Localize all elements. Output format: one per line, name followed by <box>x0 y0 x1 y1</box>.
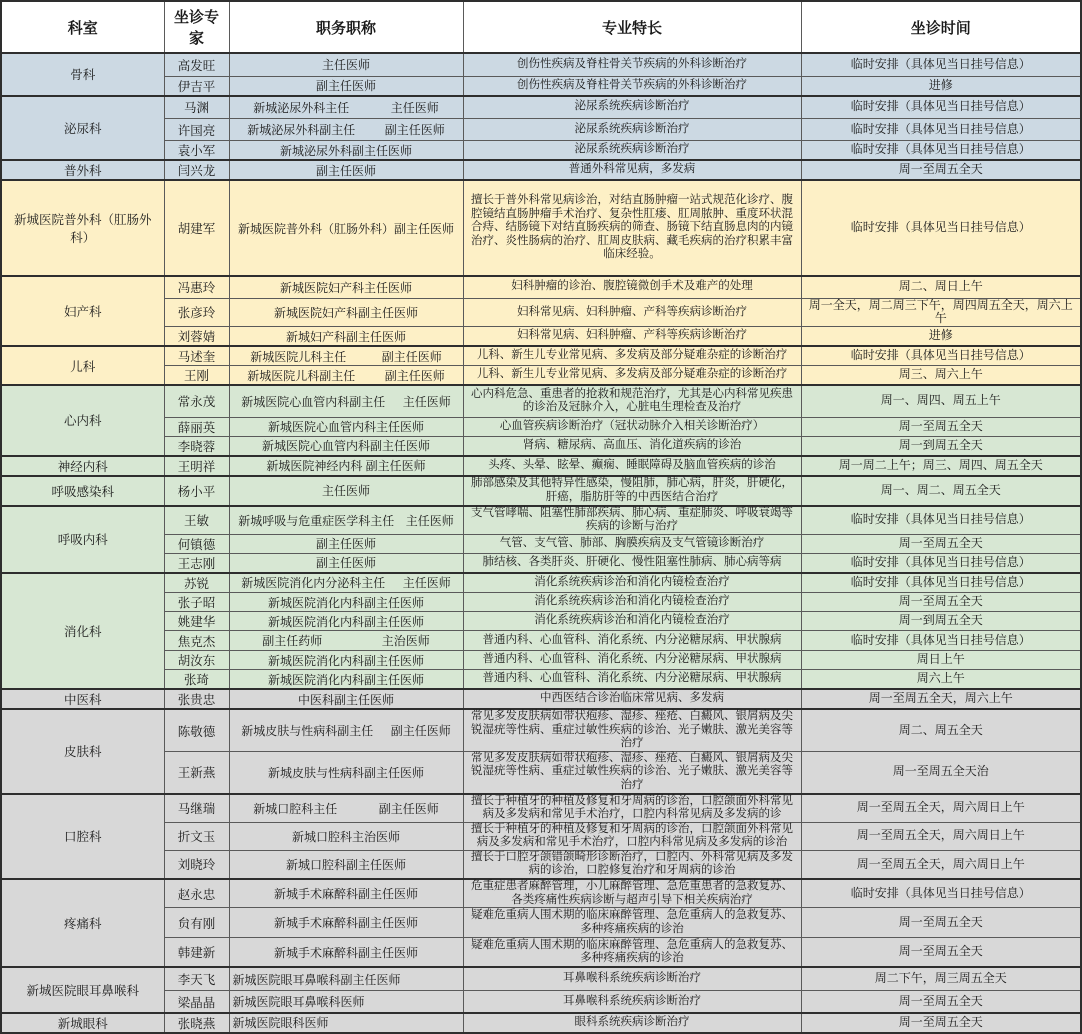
schedule-row <box>1 476 1081 506</box>
specialty-cell: 常见多发皮肤病如带状疱疹、湿疹、痤疮、白癜风、银屑病及尖锐湿疣等性病、重症过敏性疾病的诊治、光子嫩肤、激光美容等治疗 <box>463 751 801 793</box>
department-cell: 口腔科 <box>1 794 164 879</box>
doctor-title-part2: 副主任医师 <box>384 123 445 137</box>
doctor-title-part2: 主任医师 <box>390 100 439 115</box>
doctor-title-part1: 新城医院儿科主任 <box>250 349 347 364</box>
schedule-row <box>1 180 1081 276</box>
doctor-title-part2: 副主任医师 <box>381 349 442 364</box>
doctor-title-cell <box>229 506 463 535</box>
doctor-title-part2: 主治医师 <box>381 634 430 649</box>
specialty-cell: 危重症患者麻醉管理，小儿麻醉管理、急危重患者的急救复苏、各类疼痛性疾病诊断与超声引导下相关疾病治疗 <box>463 879 801 908</box>
doctor-name-cell: 张琦 <box>164 670 229 690</box>
specialty-cell: 创伤性疾病及脊柱骨关节疾病的外科诊断治疗 <box>463 53 801 76</box>
specialty-cell: 肺结核、各类肝炎、肝硬化、慢性阻塞性肺病、肺心病等病 <box>463 553 801 573</box>
doctor-title-cell: 主任医师 <box>229 53 463 76</box>
doctor-name-cell: 袁小军 <box>164 141 229 161</box>
doctor-title-cell: 主任医师 <box>229 476 463 506</box>
doctor-title-part1: 新城医院儿科副主任 <box>247 368 356 383</box>
doctor-name-cell: 王刚 <box>164 366 229 386</box>
specialty-cell: 中西医结合诊治临床常见病、多发病 <box>463 689 801 709</box>
doctor-title-cell <box>229 385 463 417</box>
doctor-name-cell: 姚建华 <box>164 612 229 631</box>
doctor-name-cell: 陈敬德 <box>164 709 229 751</box>
doctor-title-part2: 副主任医师 <box>390 724 451 739</box>
department-cell: 泌尿科 <box>1 96 164 161</box>
specialty-cell: 妇科常见病、妇科肿瘤、产科等疾病诊断治疗 <box>463 327 801 347</box>
schedule-time-cell: 周六上午 <box>801 670 1081 690</box>
specialty-cell: 气管、支气管、肺部、胸膜疾病及支气管镜诊断治疗 <box>463 534 801 553</box>
doctor-title-part1: 新城医院心血管内科副主任 <box>241 394 386 409</box>
doctor-title-cell <box>229 119 463 141</box>
schedule-time-cell: 周一到周五全天 <box>801 612 1081 631</box>
doctor-title-cell: 新城医院妇产科主任医师 <box>229 276 463 298</box>
specialty-cell: 泌尿系统疾病诊断治疗 <box>463 119 801 141</box>
doctor-title-cell: 新城医院眼科医师 <box>229 1013 463 1033</box>
doctor-title-part1: 副主任药师 <box>262 634 323 649</box>
doctor-title-cell: 中医科副主任医师 <box>229 689 463 709</box>
department-cell: 神经内科 <box>1 456 164 476</box>
schedule-row <box>1 53 1081 76</box>
doctor-title-part2: 副主任医师 <box>378 801 439 816</box>
department-cell: 疼痛科 <box>1 879 164 967</box>
specialty-cell: 擅长于普外科常见病诊治，对结直肠肿瘤一站式规范化诊疗、腹腔镜结直肠肿瘤手术治疗、复杂性肛瘘、肛周脓肿、重度环状混合痔、结肠镜下对结直肠疾病的筛查、肠镜下结直肠息肉的内镜治疗、炎性肠病的治疗、肛周皮肤病、藏毛疾病的治疗积累丰富临床经验。 <box>463 180 801 276</box>
doctor-name-cell: 薛丽英 <box>164 417 229 436</box>
department-cell: 新城眼科 <box>1 1013 164 1033</box>
schedule-time-cell: 临时安排（具体见当日挂号信息） <box>801 141 1081 161</box>
schedule-time-cell: 周二下午，周三周五全天 <box>801 967 1081 991</box>
department-cell: 呼吸感染科 <box>1 476 164 506</box>
specialty-cell: 擅长于口腔牙颌错颌畸形诊断治疗，口腔内、外科常见病及多发病的诊治，口腔修复治疗和牙周病的诊治 <box>463 850 801 879</box>
schedule-time-cell: 临时安排（具体见当日挂号信息） <box>801 553 1081 573</box>
schedule-time-cell: 周一至周五全天 <box>801 908 1081 938</box>
doctor-title-cell: 新城医院消化内科副主任医师 <box>229 670 463 690</box>
specialty-cell: 泌尿系统疾病诊断治疗 <box>463 96 801 119</box>
department-cell: 皮肤科 <box>1 709 164 793</box>
doctor-name-cell: 高发旺 <box>164 53 229 76</box>
specialty-cell: 儿科、新生儿专业常见病、多发病及部分疑难杂症的诊断治疗 <box>463 346 801 366</box>
doctor-name-cell: 刘蓉婧 <box>164 327 229 347</box>
doctor-name-cell: 贠有刚 <box>164 908 229 938</box>
schedule-time-cell: 周一至周五全天 <box>801 417 1081 436</box>
doctor-title-cell: 新城手术麻醉科副主任医师 <box>229 879 463 908</box>
doctor-title-cell <box>229 631 463 651</box>
specialty-cell: 眼科系统疾病诊断治疗 <box>463 1013 801 1033</box>
specialty-cell: 普通外科常见病，多发病 <box>463 160 801 180</box>
doctor-title-cell: 新城医院妇产科副主任医师 <box>229 298 463 327</box>
doctor-title-cell: 新城手术麻醉科副主任医师 <box>229 908 463 938</box>
doctor-title-cell: 新城手术麻醉科副主任医师 <box>229 938 463 967</box>
specialty-cell: 擅长于种植牙的种植及修复和牙周病的诊治，口腔颌面外科常见病及多发病和常见手术治疗，口腔内科常见病及多发病的诊 <box>463 794 801 823</box>
doctor-title-part1: 新城泌尿外科主任 <box>253 100 350 115</box>
doctor-name-cell: 李晓蓉 <box>164 436 229 456</box>
schedule-time-cell: 临时安排（具体见当日挂号信息） <box>801 53 1081 76</box>
schedule-row <box>1 276 1081 298</box>
doctor-title-cell: 新城口腔科主治医师 <box>229 822 463 850</box>
specialty-cell: 心血管疾病诊断治疗（冠状动脉介入相关诊断治疗） <box>463 417 801 436</box>
schedule-time-cell: 周日上午 <box>801 651 1081 670</box>
doctor-name-cell: 王明祥 <box>164 456 229 476</box>
specialty-cell: 普通内科、心血管科、消化系统、内分泌糖尿病、甲状腺病 <box>463 670 801 690</box>
schedule-time-cell: 周一周二上午；周三、周四、周五全天 <box>801 456 1081 476</box>
doctor-name-cell: 张子昭 <box>164 593 229 612</box>
specialty-cell: 消化系统疾病诊治和消化内镜检查治疗 <box>463 573 801 593</box>
specialty-cell: 妇科肿瘤的诊治、腹腔镜微创手术及难产的处理 <box>463 276 801 298</box>
schedule-time-cell: 周一至周五全天 <box>801 593 1081 612</box>
col-header-title: 职务职称 <box>229 1 463 53</box>
specialty-cell: 支气管哮喘、阻塞性肺部疾病、肺心病、重症肺炎、呼吸衰竭等疾病的诊断与治疗 <box>463 506 801 535</box>
specialty-cell: 常见多发皮肤病如带状疱疹、湿疹、痤疮、白癜风、银屑病及尖锐湿疣等性病、重症过敏性疾病的诊治、光子嫩肤、激光美容等治疗 <box>463 709 801 751</box>
doctor-title-cell: 新城医院普外科（肛肠外科）副主任医师 <box>229 180 463 276</box>
doctor-title-cell: 新城医院消化内科副主任医师 <box>229 651 463 670</box>
specialty-cell: 耳鼻喉科系统疾病诊断治疗 <box>463 967 801 991</box>
schedule-time-cell: 进修 <box>801 76 1081 96</box>
specialty-cell: 头疼、头晕、眩晕、癫痫、睡眠障碍及脑血管疾病的诊治 <box>463 456 801 476</box>
doctor-name-cell: 冯惠玲 <box>164 276 229 298</box>
schedule-row <box>1 689 1081 709</box>
specialty-cell: 消化系统疾病诊治和消化内镜检查治疗 <box>463 612 801 631</box>
doctor-name-cell: 马渊 <box>164 96 229 119</box>
doctor-title-cell: 副主任医师 <box>229 76 463 96</box>
schedule-time-cell: 临时安排（具体见当日挂号信息） <box>801 506 1081 535</box>
schedule-row <box>1 879 1081 908</box>
schedule-time-cell: 周一全天，周二周三下午，周四周五全天，周六上午 <box>801 298 1081 327</box>
doctor-title-part2: 主任医师 <box>402 576 451 591</box>
doctor-title-part2: 主任医师 <box>402 394 451 409</box>
schedule-row <box>1 506 1081 535</box>
schedule-row <box>1 573 1081 593</box>
doctor-title-cell: 新城医院心血管内科副主任医师 <box>229 436 463 456</box>
specialty-cell: 消化系统疾病诊治和消化内镜检查治疗 <box>463 593 801 612</box>
doctor-title-part2: 副主任医师 <box>384 368 445 383</box>
doctor-title-cell: 新城医院消化内科副主任医师 <box>229 612 463 631</box>
department-cell: 心内科 <box>1 385 164 456</box>
department-cell: 呼吸内科 <box>1 506 164 573</box>
doctor-name-cell: 何镇德 <box>164 534 229 553</box>
schedule-row <box>1 794 1081 823</box>
doctor-name-cell: 折文玉 <box>164 822 229 850</box>
doctor-title-cell <box>229 366 463 386</box>
doctor-title-cell <box>229 573 463 593</box>
doctor-name-cell: 张彦玲 <box>164 298 229 327</box>
doctor-title-cell: 新城医院神经内科 副主任医师 <box>229 456 463 476</box>
specialty-cell: 耳鼻喉科系统疾病诊断治疗 <box>463 991 801 1013</box>
specialty-cell: 妇科常见病、妇科肿瘤、产科等疾病诊断治疗 <box>463 298 801 327</box>
doctor-title-cell <box>229 346 463 366</box>
schedule-row <box>1 709 1081 751</box>
schedule-time-cell: 临时安排（具体见当日挂号信息） <box>801 631 1081 651</box>
doctor-title-cell: 新城泌尿外科副主任医师 <box>229 141 463 161</box>
doctor-name-cell: 王敏 <box>164 506 229 535</box>
schedule-time-cell: 周一至周五全天 <box>801 1013 1081 1033</box>
schedule-row <box>1 1013 1081 1033</box>
doctor-title-cell: 新城医院心血管内科主任医师 <box>229 417 463 436</box>
specialty-cell: 肺部感染及其他特异性感染，慢阻肺，肺心病，肝炎，肝硬化，肝癌，脂肪肝等的中西医结合治疗 <box>463 476 801 506</box>
doctor-title-part1: 新城口腔科主任 <box>253 801 338 816</box>
schedule-row <box>1 385 1081 417</box>
doctor-title-part1: 新城呼吸与危重症医学科主任 <box>238 513 395 528</box>
schedule-time-cell: 临时安排（具体见当日挂号信息） <box>801 96 1081 119</box>
doctor-name-cell: 伊吉平 <box>164 76 229 96</box>
department-cell: 妇产科 <box>1 276 164 346</box>
doctor-name-cell: 刘晓玲 <box>164 850 229 879</box>
schedule-time-cell: 周一至周五全天 <box>801 938 1081 967</box>
schedule-time-cell: 周二、周日上午 <box>801 276 1081 298</box>
doctor-name-cell: 王新燕 <box>164 751 229 793</box>
doctor-name-cell: 梁晶晶 <box>164 991 229 1013</box>
specialty-cell: 创伤性疾病及脊柱骨关节疾病的外科诊断治疗 <box>463 76 801 96</box>
schedule-time-cell: 周一至周五全天 <box>801 991 1081 1013</box>
doctor-title-cell <box>229 794 463 823</box>
specialty-cell: 肾病、糖尿病、高血压、消化道疾病的诊治 <box>463 436 801 456</box>
specialty-cell: 心内科危急、重患者的抢救和规范治疗，尤其是心内科常见疾患的诊治及冠脉介入，心脏电生理检查及治疗 <box>463 385 801 417</box>
schedule-time-cell: 临时安排（具体见当日挂号信息） <box>801 180 1081 276</box>
department-cell: 儿科 <box>1 346 164 385</box>
doctor-name-cell: 常永茂 <box>164 385 229 417</box>
header-row <box>1 1 1081 53</box>
col-header-department: 科室 <box>1 1 164 53</box>
specialty-cell: 疑难危重病人围术期的临床麻醉管理、急危重病人的急救复苏、多种疼痛疾病的诊治 <box>463 908 801 938</box>
doctor-name-cell: 王志刚 <box>164 553 229 573</box>
doctor-name-cell: 焦克杰 <box>164 631 229 651</box>
doctor-title-part1: 新城皮肤与性病科副主任 <box>241 724 374 739</box>
department-cell: 中医科 <box>1 689 164 709</box>
schedule-row <box>1 967 1081 991</box>
schedule-row <box>1 160 1081 180</box>
doctor-title-cell <box>229 96 463 119</box>
schedule-time-cell: 周二、周五全天 <box>801 709 1081 751</box>
schedule-time-cell: 周一至周五全天，周六上午 <box>801 689 1081 709</box>
doctor-name-cell: 胡汝东 <box>164 651 229 670</box>
schedule-time-cell: 周三、周六上午 <box>801 366 1081 386</box>
doctor-title-cell: 新城医院眼耳鼻喉科副主任医师 <box>229 967 463 991</box>
department-cell: 骨科 <box>1 53 164 96</box>
schedule-time-cell: 周一至周五全天 <box>801 534 1081 553</box>
specialty-cell: 普通内科、心血管科、消化系统、内分泌糖尿病、甲状腺病 <box>463 651 801 670</box>
doctor-title-part1: 新城医院消化内分泌科主任 <box>241 576 386 591</box>
schedule-row <box>1 96 1081 119</box>
doctor-name-cell: 赵永忠 <box>164 879 229 908</box>
schedule-time-cell: 临时安排（具体见当日挂号信息） <box>801 119 1081 141</box>
schedule-time-cell: 周一、周四、周五上午 <box>801 385 1081 417</box>
schedule-row <box>1 346 1081 366</box>
doctor-name-cell: 闫兴龙 <box>164 160 229 180</box>
specialty-cell: 擅长于种植牙的种植及修复和牙周病的诊治，口腔颌面外科常见病及多发病和常见手术治疗，口腔内科常见病及多发病的诊治 <box>463 822 801 850</box>
specialty-cell: 泌尿系统疾病诊断治疗 <box>463 141 801 161</box>
schedule-time-cell: 周一至周五全天，周六周日上午 <box>801 794 1081 823</box>
doctor-title-cell: 新城皮肤与性病科副主任医师 <box>229 751 463 793</box>
schedule-time-cell: 临时安排（具体见当日挂号信息） <box>801 879 1081 908</box>
department-cell: 新城医院眼耳鼻喉科 <box>1 967 164 1013</box>
doctor-name-cell: 胡建军 <box>164 180 229 276</box>
schedule-table-body <box>1 53 1081 1033</box>
doctor-name-cell: 韩建新 <box>164 938 229 967</box>
doctor-title-cell: 副主任医师 <box>229 553 463 573</box>
department-cell: 消化科 <box>1 573 164 690</box>
doctor-title-cell: 新城妇产科副主任医师 <box>229 327 463 347</box>
doctor-name-cell: 许国亮 <box>164 119 229 141</box>
department-cell: 新城医院普外科（肛肠外科） <box>1 180 164 276</box>
schedule-time-cell: 周一至周五全天，周六周日上午 <box>801 850 1081 879</box>
specialty-cell: 儿科、新生儿专业常见病、多发病及部分疑难杂症的诊断治疗 <box>463 366 801 386</box>
doctor-title-cell <box>229 709 463 751</box>
doctor-name-cell: 张贵忠 <box>164 689 229 709</box>
schedule-time-cell: 周一、周二、周五全天 <box>801 476 1081 506</box>
doctor-title-part1: 新城泌尿外科副主任 <box>247 123 356 137</box>
doctor-name-cell: 张晓燕 <box>164 1013 229 1033</box>
doctor-title-cell: 副主任医师 <box>229 534 463 553</box>
schedule-time-cell: 周一到周五全天 <box>801 436 1081 456</box>
doctor-name-cell: 马述奎 <box>164 346 229 366</box>
doctor-name-cell: 苏锐 <box>164 573 229 593</box>
department-cell: 普外科 <box>1 160 164 180</box>
schedule-time-cell: 周一至周五全天 <box>801 160 1081 180</box>
schedule-time-cell: 周一至周五全天治 <box>801 751 1081 793</box>
col-header-expert: 坐诊专家 <box>164 1 229 53</box>
schedule-time-cell: 进修 <box>801 327 1081 347</box>
col-header-specialty: 专业特长 <box>463 1 801 53</box>
specialty-cell: 疑难危重病人围术期的临床麻醉管理、急危重病人的急救复苏、多种疼痛疾病的诊治 <box>463 938 801 967</box>
doctor-title-cell: 新城医院消化内科副主任医师 <box>229 593 463 612</box>
col-header-time: 坐诊时间 <box>801 1 1081 53</box>
schedule-time-cell: 周一至周五全天，周六周日上午 <box>801 822 1081 850</box>
doctor-name-cell: 杨小平 <box>164 476 229 506</box>
doctor-name-cell: 李天飞 <box>164 967 229 991</box>
doctor-title-cell: 新城医院眼耳鼻喉科医师 <box>229 991 463 1013</box>
schedule-time-cell: 临时安排（具体见当日挂号信息） <box>801 573 1081 593</box>
doctor-title-part2: 主任医师 <box>405 513 454 528</box>
doctor-title-cell: 副主任医师 <box>229 160 463 180</box>
schedule-time-cell: 临时安排（具体见当日挂号信息） <box>801 346 1081 366</box>
specialty-cell: 普通内科、心血管科、消化系统、内分泌糖尿病、甲状腺病 <box>463 631 801 651</box>
doctor-name-cell: 马继瑞 <box>164 794 229 823</box>
schedule-row <box>1 456 1081 476</box>
doctor-title-cell: 新城口腔科副主任医师 <box>229 850 463 879</box>
